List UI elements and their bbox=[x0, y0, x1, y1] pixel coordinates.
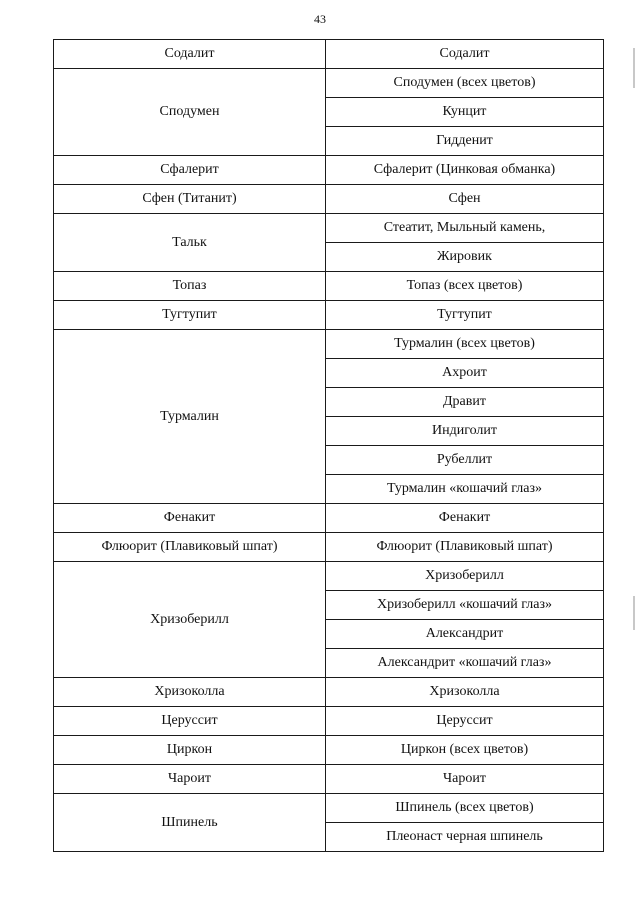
mineral-variety-cell: Хризоколла bbox=[326, 678, 604, 707]
scan-edge-mark bbox=[633, 596, 635, 630]
table-row bbox=[54, 504, 604, 533]
mineral-group-cell: Сфалерит bbox=[54, 156, 326, 185]
mineral-group-cell: Циркон bbox=[54, 736, 326, 765]
table-row bbox=[54, 765, 604, 794]
scan-edge-mark bbox=[633, 48, 635, 88]
mineral-variety-cell: Ахроит bbox=[326, 359, 604, 388]
mineral-group-cell: Церуссит bbox=[54, 707, 326, 736]
mineral-variety-cell: Жировик bbox=[326, 243, 604, 272]
mineral-variety-cell: Александрит bbox=[326, 620, 604, 649]
table-row bbox=[54, 533, 604, 562]
mineral-variety-cell: Шпинель (всех цветов) bbox=[326, 794, 604, 823]
table-body bbox=[54, 40, 604, 852]
mineral-variety-cell: Плеонаст черная шпинель bbox=[326, 823, 604, 852]
mineral-variety-cell: Топаз (всех цветов) bbox=[326, 272, 604, 301]
table-row bbox=[54, 69, 604, 98]
mineral-group-cell: Содалит bbox=[54, 40, 326, 69]
table-row bbox=[54, 736, 604, 765]
mineral-variety-cell: Сподумен (всех цветов) bbox=[326, 69, 604, 98]
mineral-group-cell: Фенакит bbox=[54, 504, 326, 533]
mineral-variety-cell: Рубеллит bbox=[326, 446, 604, 475]
mineral-group-cell: Сподумен bbox=[54, 69, 326, 156]
table-row bbox=[54, 678, 604, 707]
mineral-variety-cell: Сфен bbox=[326, 185, 604, 214]
mineral-variety-cell: Сфалерит (Цинковая обманка) bbox=[326, 156, 604, 185]
mineral-variety-cell: Турмалин (всех цветов) bbox=[326, 330, 604, 359]
mineral-variety-cell: Хризоберилл «кошачий глаз» bbox=[326, 591, 604, 620]
table-row bbox=[54, 272, 604, 301]
mineral-variety-cell: Дравит bbox=[326, 388, 604, 417]
table-row bbox=[54, 301, 604, 330]
table-row bbox=[54, 707, 604, 736]
mineral-variety-cell: Турмалин «кошачий глаз» bbox=[326, 475, 604, 504]
mineral-group-cell: Хризоберилл bbox=[54, 562, 326, 678]
table-row bbox=[54, 214, 604, 243]
table-row bbox=[54, 794, 604, 823]
mineral-group-cell: Хризоколла bbox=[54, 678, 326, 707]
mineral-variety-cell: Александрит «кошачий глаз» bbox=[326, 649, 604, 678]
mineral-variety-cell: Флюорит (Плавиковый шпат) bbox=[326, 533, 604, 562]
table-row bbox=[54, 40, 604, 69]
mineral-group-cell: Сфен (Титанит) bbox=[54, 185, 326, 214]
mineral-group-cell: Тальк bbox=[54, 214, 326, 272]
table-row bbox=[54, 185, 604, 214]
mineral-group-cell: Шпинель bbox=[54, 794, 326, 852]
mineral-variety-cell: Индиголит bbox=[326, 417, 604, 446]
table-row bbox=[54, 562, 604, 591]
mineral-variety-cell: Кунцит bbox=[326, 98, 604, 127]
mineral-group-cell: Тугтупит bbox=[54, 301, 326, 330]
mineral-variety-cell: Содалит bbox=[326, 40, 604, 69]
mineral-group-cell: Флюорит (Плавиковый шпат) bbox=[54, 533, 326, 562]
mineral-variety-cell: Хризоберилл bbox=[326, 562, 604, 591]
table-row bbox=[54, 156, 604, 185]
mineral-variety-cell: Циркон (всех цветов) bbox=[326, 736, 604, 765]
mineral-variety-cell: Тугтупит bbox=[326, 301, 604, 330]
mineral-variety-cell: Фенакит bbox=[326, 504, 604, 533]
mineral-variety-cell: Гидденит bbox=[326, 127, 604, 156]
mineral-group-cell: Турмалин bbox=[54, 330, 326, 504]
mineral-group-cell: Топаз bbox=[54, 272, 326, 301]
mineral-variety-cell: Церуссит bbox=[326, 707, 604, 736]
table-row bbox=[54, 330, 604, 359]
mineral-variety-cell: Чароит bbox=[326, 765, 604, 794]
mineral-group-cell: Чароит bbox=[54, 765, 326, 794]
mineral-variety-cell: Стеатит, Мыльный камень, bbox=[326, 214, 604, 243]
minerals-table bbox=[53, 39, 604, 852]
page-number: 43 bbox=[314, 12, 326, 26]
